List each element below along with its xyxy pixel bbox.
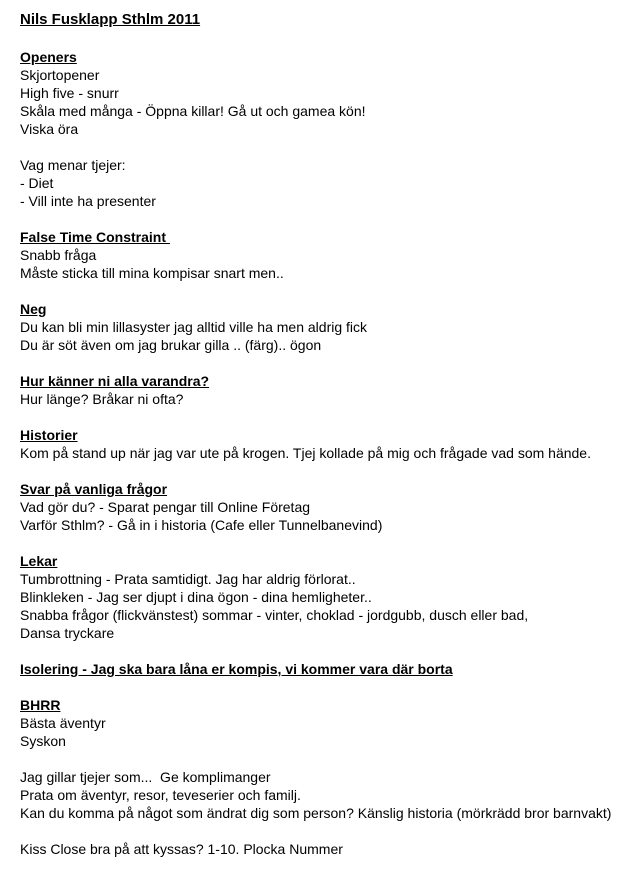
section-vag-menar (20, 156, 630, 210)
text-line: Du är söt även om jag brukar gilla .. (färg).. ögon (20, 337, 322, 353)
section-lekar (20, 552, 630, 642)
section-neg (20, 300, 630, 354)
text-line: Tumbrottning - Prata samtidigt. Jag har aldrig förlorat.. (20, 571, 356, 587)
section-heading: Neg (20, 301, 47, 317)
section-heading: Lekar (20, 553, 58, 569)
text-line: Viska öra (20, 121, 79, 137)
text-line: Kan du komma på något som ändrat dig som person? Känslig historia (mörkrädd bror barnvakt) (20, 805, 612, 821)
section-heading: False Time Constraint (20, 229, 170, 245)
text-line: Skjortopener (20, 67, 100, 83)
text-line: - Vill inte ha presenter (20, 193, 156, 209)
section-heading: Hur känner ni alla varandra? (20, 373, 210, 389)
text-line: Dansa tryckare (20, 625, 115, 641)
section-heading: Historier (20, 427, 78, 443)
text-line: Syskon (20, 733, 66, 749)
section-heading: BHRR (20, 697, 61, 713)
text-line: Jag gillar tjejer som... Ge komplimanger (20, 769, 271, 785)
section-kiss-close (20, 840, 630, 858)
section-isolering (20, 660, 630, 678)
text-line: Snabba frågor (flickvänstest) sommar - vinter, choklad - jordgubb, dusch eller bad, (20, 607, 529, 623)
section-svar-pa-vanliga-fragor (20, 480, 630, 534)
text-line: Måste sticka till mina kompisar snart men.. (20, 265, 284, 281)
text-line: High five - snurr (20, 85, 119, 101)
text-line: Du kan bli min lillasyster jag alltid ville ha men aldrig fick (20, 319, 368, 335)
text-line: Snabb fråga (20, 247, 97, 263)
text-line: Kom på stand up när jag var ute på krogen. Tjej kollade på mig och frågade vad som hände. (20, 445, 591, 461)
text-line: Skåla med många - Öppna killar! Gå ut och gamea kön! (20, 103, 366, 119)
section-openers (20, 48, 630, 138)
text-line: - Diet (20, 175, 54, 191)
text-line: Prata om äventyr, resor, teveserier och familj. (20, 787, 301, 803)
text-line: Kiss Close bra på att kyssas? 1-10. Plocka Nummer (20, 841, 343, 857)
section-heading: Isolering - Jag ska bara låna er kompis, vi kommer vara där borta (20, 661, 453, 677)
section-false-time-constraint (20, 228, 630, 282)
text-line: Blinkleken - Jag ser djupt i dina ögon - dina hemligheter.. (20, 589, 372, 605)
text-line: Vad gör du? - Sparat pengar till Online Företag (20, 499, 311, 515)
document-page (20, 10, 630, 876)
document-title: Nils Fusklapp Sthlm 2011 (20, 11, 201, 28)
section-historier (20, 426, 630, 462)
section-hur-kanner-ni (20, 372, 630, 408)
section-heading: Svar på vanliga frågor (20, 481, 168, 497)
text-line: Vag menar tjejer: (20, 157, 126, 173)
text-line: Hur länge? Bråkar ni ofta? (20, 391, 184, 407)
section-jag-gillar (20, 768, 630, 822)
text-line: Varför Sthlm? - Gå in i historia (Cafe eller Tunnelbanevind) (20, 517, 383, 533)
section-heading: Openers (20, 49, 77, 65)
section-bhrr (20, 696, 630, 750)
text-line: Bästa äventyr (20, 715, 106, 731)
